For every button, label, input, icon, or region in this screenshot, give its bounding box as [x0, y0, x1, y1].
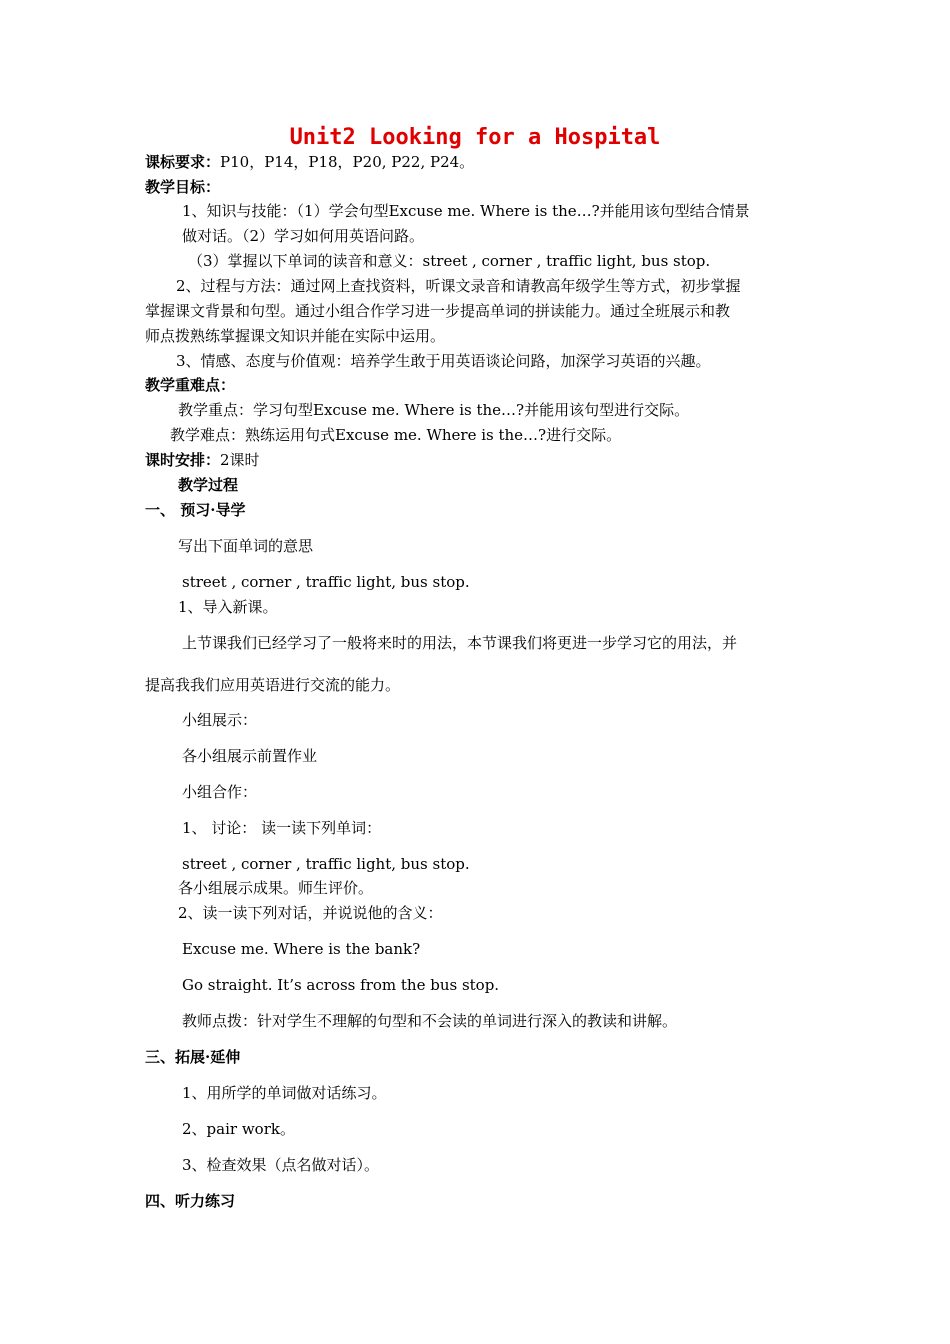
line-label: 三、拓展·延伸: [145, 1048, 241, 1066]
line-standard-requirements: [145, 152, 474, 172]
line-label: 课标要求：: [145, 153, 221, 171]
line-teaching-objectives-heading: [145, 177, 220, 197]
line-text: 小组展示：: [182, 711, 258, 729]
line-text: 1、知识与技能：（1）学会句型Excuse me. Where is the…?并能用该句型结合情景: [182, 202, 750, 220]
line-label: 教学过程: [178, 476, 239, 494]
line-text: 小组合作：: [182, 783, 258, 801]
line-label: 课时安排：: [145, 451, 221, 469]
line-text: 提高我我们应用英语进行交流的能力。: [145, 676, 401, 694]
line-label: 教学目标：: [145, 178, 221, 196]
line-dialogue-2: [182, 975, 499, 995]
line-vocab-list: [182, 572, 470, 592]
line-label: 四、听力练习: [145, 1192, 236, 1210]
line-label: 教学重难点：: [145, 376, 236, 394]
line-objective-2-cont2: [145, 326, 445, 346]
line-text: 教学难点：熟练运用句式Excuse me. Where is the…?进行交际。: [170, 426, 622, 444]
line-text: Go straight. It’s across from the bus stop.: [182, 976, 500, 994]
line-text: street , corner , traffic light, bus stop.: [182, 573, 470, 591]
line-discussion: [182, 818, 381, 838]
line-text: 师点拨熟练掌握课文知识并能在实际中运用。: [145, 327, 446, 345]
line-teaching-process-heading: [178, 475, 238, 495]
line-text: 1、导入新课。: [178, 598, 278, 616]
line-teacher-guidance: [182, 1011, 677, 1031]
line-extension-1: [182, 1083, 387, 1103]
line-text: 上节课我们已经学习了一般将来时的用法，本节课我们将更进一步学习它的用法，并: [182, 634, 738, 652]
section-1-heading: [145, 500, 245, 520]
line-text: 1、 讨论： 读一读下列单词：: [182, 819, 382, 837]
line-text: 1、用所学的单词做对话练习。: [182, 1084, 387, 1102]
line-text: 做对话。（2）学习如何用英语问路。: [182, 227, 425, 245]
line-write-meanings: [178, 536, 313, 556]
line-key-points-heading: [145, 375, 235, 395]
line-text: 2课时: [220, 451, 260, 469]
line-objective-1-cont: [182, 226, 424, 246]
line-group-cooperation: [182, 782, 257, 802]
line-text: Excuse me. Where is the bank?: [182, 940, 421, 958]
line-text: 教学重点：学习句型Excuse me. Where is the…?并能用该句型进行交际。: [178, 401, 690, 419]
line-group-results: [178, 878, 373, 898]
line-extension-2: [182, 1119, 295, 1139]
document-title: Unit2 Looking for a Hospital: [289, 125, 661, 150]
line-text: P10，P14，P18，P20, P22, P24。: [220, 153, 475, 171]
line-text: 各小组展示前置作业: [182, 747, 318, 765]
line-text: 掌握课文背景和句型。通过小组合作学习进一步提高单词的拼读能力。通过全班展示和教: [145, 302, 731, 320]
line-objective-1: [182, 201, 750, 221]
line-schedule: [145, 450, 260, 470]
line-text: 2、pair work。: [182, 1120, 295, 1138]
line-text: 2、读一读下列对话，并说说他的含义：: [178, 904, 443, 922]
line-key-point: [178, 400, 689, 420]
line-extension-3: [182, 1155, 379, 1175]
section-3-heading: [145, 1047, 240, 1067]
line-intro-new-lesson: [178, 597, 278, 617]
line-vocab-list-2: [182, 854, 470, 874]
line-text: 写出下面单词的意思: [178, 537, 314, 555]
line-text: 3、情感、态度与价值观：培养学生敢于用英语谈论问路，加深学习英语的兴趣。: [176, 352, 711, 370]
line-text: 教师点拨：针对学生不理解的句型和不会读的单词进行深入的教读和讲解。: [182, 1012, 678, 1030]
line-objective-2: [176, 276, 741, 296]
line-group-show-detail: [182, 746, 317, 766]
line-intro-paragraph: [182, 633, 737, 653]
line-objective-1-vocab: [188, 251, 710, 271]
line-difficult-point: [170, 425, 621, 445]
line-text: 2、过程与方法：通过网上查找资料，听课文录音和请教高年级学生等方式，初步掌握: [176, 277, 741, 295]
section-4-heading: [145, 1191, 235, 1211]
line-read-dialogue: [178, 903, 443, 923]
line-text: 各小组展示成果。师生评价。: [178, 879, 374, 897]
line-group-show: [182, 710, 257, 730]
line-text: street , corner , traffic light, bus stop.: [182, 855, 470, 873]
line-objective-3: [176, 351, 711, 371]
line-objective-2-cont: [145, 301, 730, 321]
line-intro-paragraph-cont: [145, 675, 400, 695]
line-text: （3）掌握以下单词的读音和意义：street , corner , traffic light, bus stop.: [188, 252, 711, 270]
line-text: 3、检查效果（点名做对话）。: [182, 1156, 380, 1174]
line-label: 一、 预习·导学: [145, 501, 246, 519]
line-dialogue-1: [182, 939, 420, 959]
